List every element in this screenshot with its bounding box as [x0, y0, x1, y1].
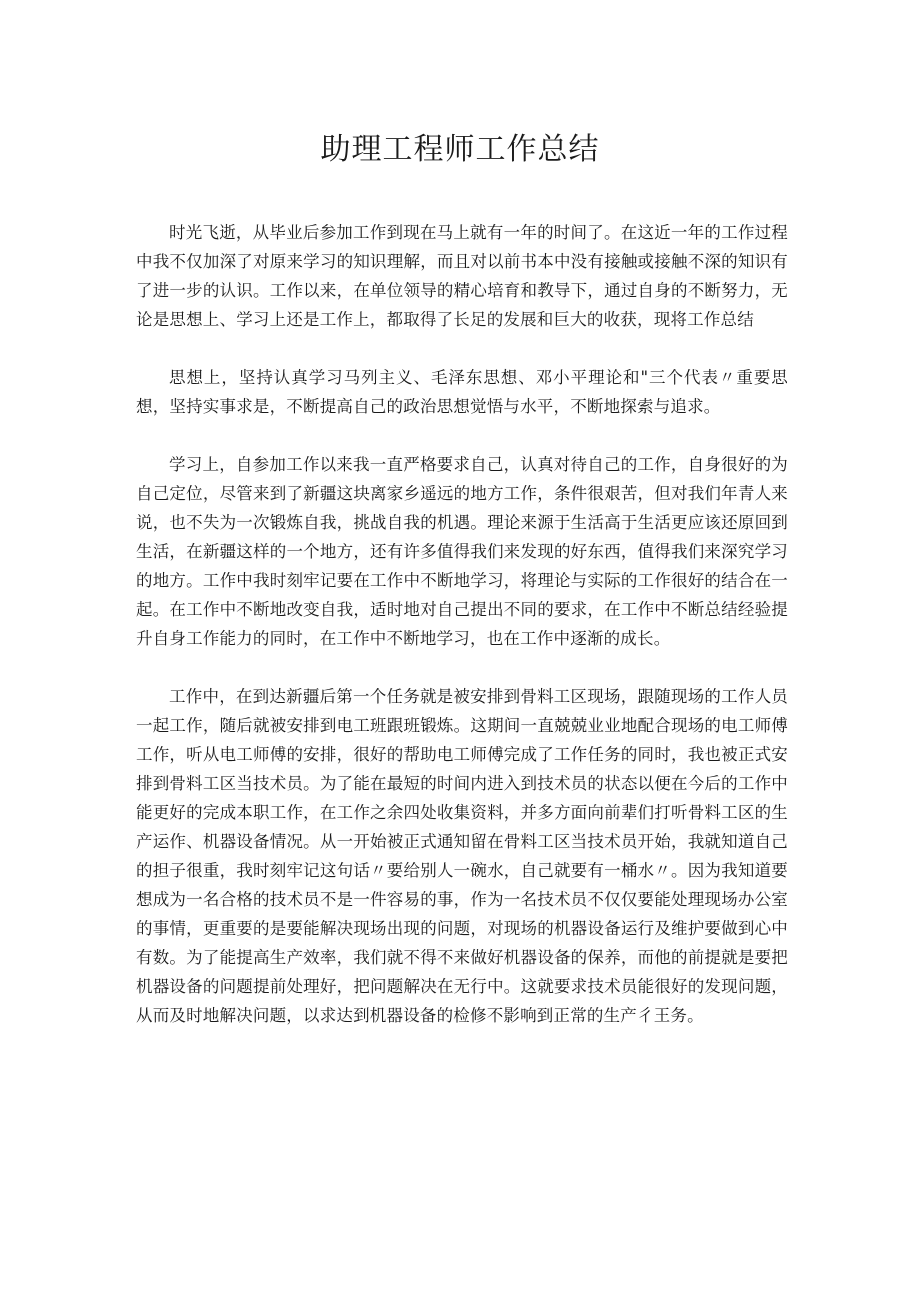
paragraph-summary-intro: 时光飞逝，从毕业后参加工作到现在马上就有一年的时间了。在这近一年的工作过程中我不仅加深了对原来学习的知识理解，而且对以前书本中没有接触或接触不深的知识有了进一步的认识。工作以来，在单位领导的精心培育和教导下，通过自身的不断努力，无论是思想上、学习上还是工作上，都取得了长足的发展和巨大的收获，现将工作总结 [136, 223, 788, 329]
document-title: 助理工程师工作总结 [320, 132, 600, 167]
paragraph-work: 工作中，在到达新疆后第一个任务就是被安排到骨料工区现场，跟随现场的工作人员一起工作，随后就被安排到电工班跟班锻炼。这期间一直兢兢业业地配合现场的电工师傅工作，听从电工师傅的安排，很好的帮助电工师傅完成了工作任务的同时，我也被正式安排到骨料工区当技术员。为了能在最短的时间内进入到技术员的状态以便在今后的工作中能更好的完成本职工作，在工作之余四处收集资料，并多方面向前辈们打听骨料工区的生产运作、机器设备情况。从一开始被正式通知留在骨料工区当技术员开始，我就知道自己的担子很重，我时刻牢记这句话〃要给别人一碗水，自己就要有一桶水〃。因为我知道要想成为一名合格的技术员不是一件容易的事，作为一名技术员不仅仅要能处理现场办公室的事情，更重要的是要能解决现场出现的问题，对现场的机器设备运行及维护要做到心中有数。为了能提高生产效率，我们就不得不来做好机器设备的保养，而他的前提就是要把机器设备的问题提前处理好，把问题解决在无行中。这就要求技术员能很好的发现问题，从而及时地解决问题，以求达到机器设备的检修不影响到正常的生产彳王务。 [136, 687, 788, 1025]
document-body [136, 218, 788, 1059]
paragraph-study: 学习上，自参加工作以来我一直严格要求自己，认真对待自己的工作，自身很好的为自己定位，尽管来到了新疆这块离家乡遥远的地方工作，条件很艰苦，但对我们年青人来说，也不失为一次锻炼自我，挑战自我的机遇。理论来源于生活高于生活更应该还原回到生活，在新疆这样的一个地方，还有许多值得我们来发现的好东西，值得我们来深究学习的地方。工作中我时刻牢记要在工作中不断地学习，将理论与实际的工作很好的结合在一起。在工作中不断地改变自我，适时地对自己提出不同的要求，在工作中不断总结经验提升自身工作能力的同时，在工作中不断地学习，也在工作中逐渐的成长。 [136, 455, 788, 648]
paragraph-ideology: 思想上，坚持认真学习马列主义、毛泽东思想、邓小平理论和"三个代表〃重要思想，坚持实事求是，不断提高自己的政治思想觉悟与水平，不断地探索与追求。 [136, 368, 788, 416]
